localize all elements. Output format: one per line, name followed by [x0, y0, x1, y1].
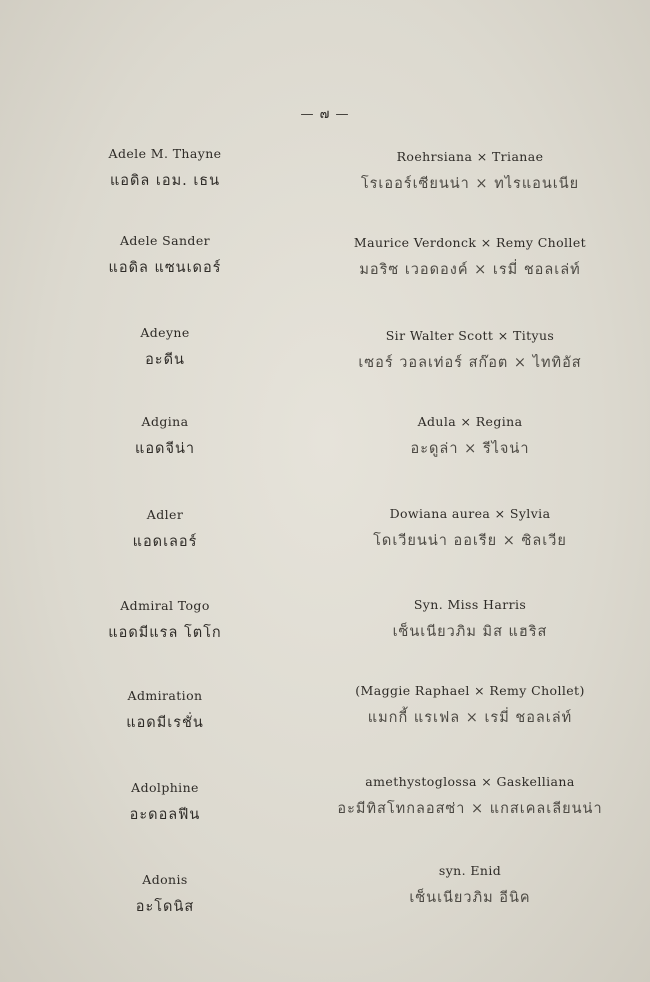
parentage-thai: แมกกี้ แรเฟล × เรมี่ ชอลเล่ท์ — [367, 710, 573, 726]
parentage-thai: อะดูล่า × รีไจน่า — [410, 441, 530, 457]
parentage-latin: Sir Walter Scott × Tityus — [385, 328, 555, 343]
parentage-latin: Dowiana aurea × Sylvia — [389, 506, 551, 521]
list-item — [60, 872, 270, 917]
parentage-thai: เซอร์ วอลเท่อร์ สก๊อต × ไททิอัส — [358, 355, 582, 371]
list-item — [300, 328, 640, 373]
list-item — [300, 597, 640, 642]
parentage-latin: Syn. Miss Harris — [413, 597, 527, 612]
list-item — [60, 688, 270, 733]
orchid-name-latin: Adonis — [142, 872, 188, 887]
list-item — [60, 233, 270, 278]
list-item — [60, 507, 270, 552]
orchid-name-latin: Adele Sander — [119, 233, 211, 248]
orchid-name-thai: แอดเลอร์ — [132, 534, 198, 550]
parentage-latin: amethystoglossa × Gaskelliana — [365, 774, 575, 789]
parentage-latin: syn. Enid — [438, 863, 502, 878]
parentage-latin: (Maggie Raphael × Remy Chollet) — [355, 683, 585, 698]
list-item — [300, 235, 640, 280]
orchid-name-latin: Adgina — [141, 414, 189, 429]
parentage-latin: Maurice Verdonck × Remy Chollet — [353, 235, 587, 250]
orchid-name-latin: Admiral Togo — [120, 598, 210, 613]
orchid-name-thai: แอดมีเรชั่น — [126, 715, 204, 731]
orchid-name-thai: อะดีน — [145, 352, 185, 368]
list-item — [300, 863, 640, 908]
orchid-name-latin: Adler — [146, 507, 184, 522]
list-item — [300, 414, 640, 459]
parentage-thai: โรเออร์เซียนน่า × ทไรแอนเนีย — [360, 176, 580, 192]
list-item — [60, 325, 270, 370]
list-item — [300, 506, 640, 551]
orchid-name-thai: แอดมีแรล โตโก — [108, 625, 222, 641]
parentage-thai: เซ็นเนียวภิม อีนิค — [409, 890, 531, 906]
list-item — [300, 774, 640, 819]
list-item — [60, 414, 270, 459]
parentage-latin: Adula × Regina — [417, 414, 523, 429]
list-item — [300, 149, 640, 194]
orchid-name-latin: Admiration — [127, 688, 203, 703]
list-item — [60, 146, 270, 191]
orchid-name-latin: Adolphine — [131, 780, 199, 795]
page-number: — ๗ — — [300, 107, 350, 122]
orchid-name-thai: แอดิล เอม. เธน — [109, 173, 221, 189]
orchid-name-thai: แอดจีน่า — [134, 441, 196, 457]
orchid-name-thai: แอดิล แซนเดอร์ — [108, 260, 222, 276]
parentage-latin: Roehrsiana × Trianae — [396, 149, 544, 164]
parentage-thai: มอริซ เวอดองค์ × เรมี่ ชอลเล่ท์ — [359, 262, 581, 278]
list-item — [60, 598, 270, 643]
parentage-thai: อะมีทิสโทกลอสซ่า × แกสเคลเลียนน่า — [337, 801, 603, 817]
orchid-name-latin: Adeyne — [140, 325, 190, 340]
parentage-thai: โดเวียนน่า ออเรีย × ซิลเวีย — [373, 533, 567, 549]
orchid-name-latin: Adele M. Thayne — [108, 146, 222, 161]
list-item — [300, 683, 640, 728]
list-item — [60, 780, 270, 825]
parentage-thai: เซ็นเนียวภิม มิส แฮริส — [392, 624, 548, 640]
orchid-name-thai: อะโดนิส — [135, 899, 195, 915]
orchid-name-thai: อะดอลฟีน — [129, 807, 201, 823]
